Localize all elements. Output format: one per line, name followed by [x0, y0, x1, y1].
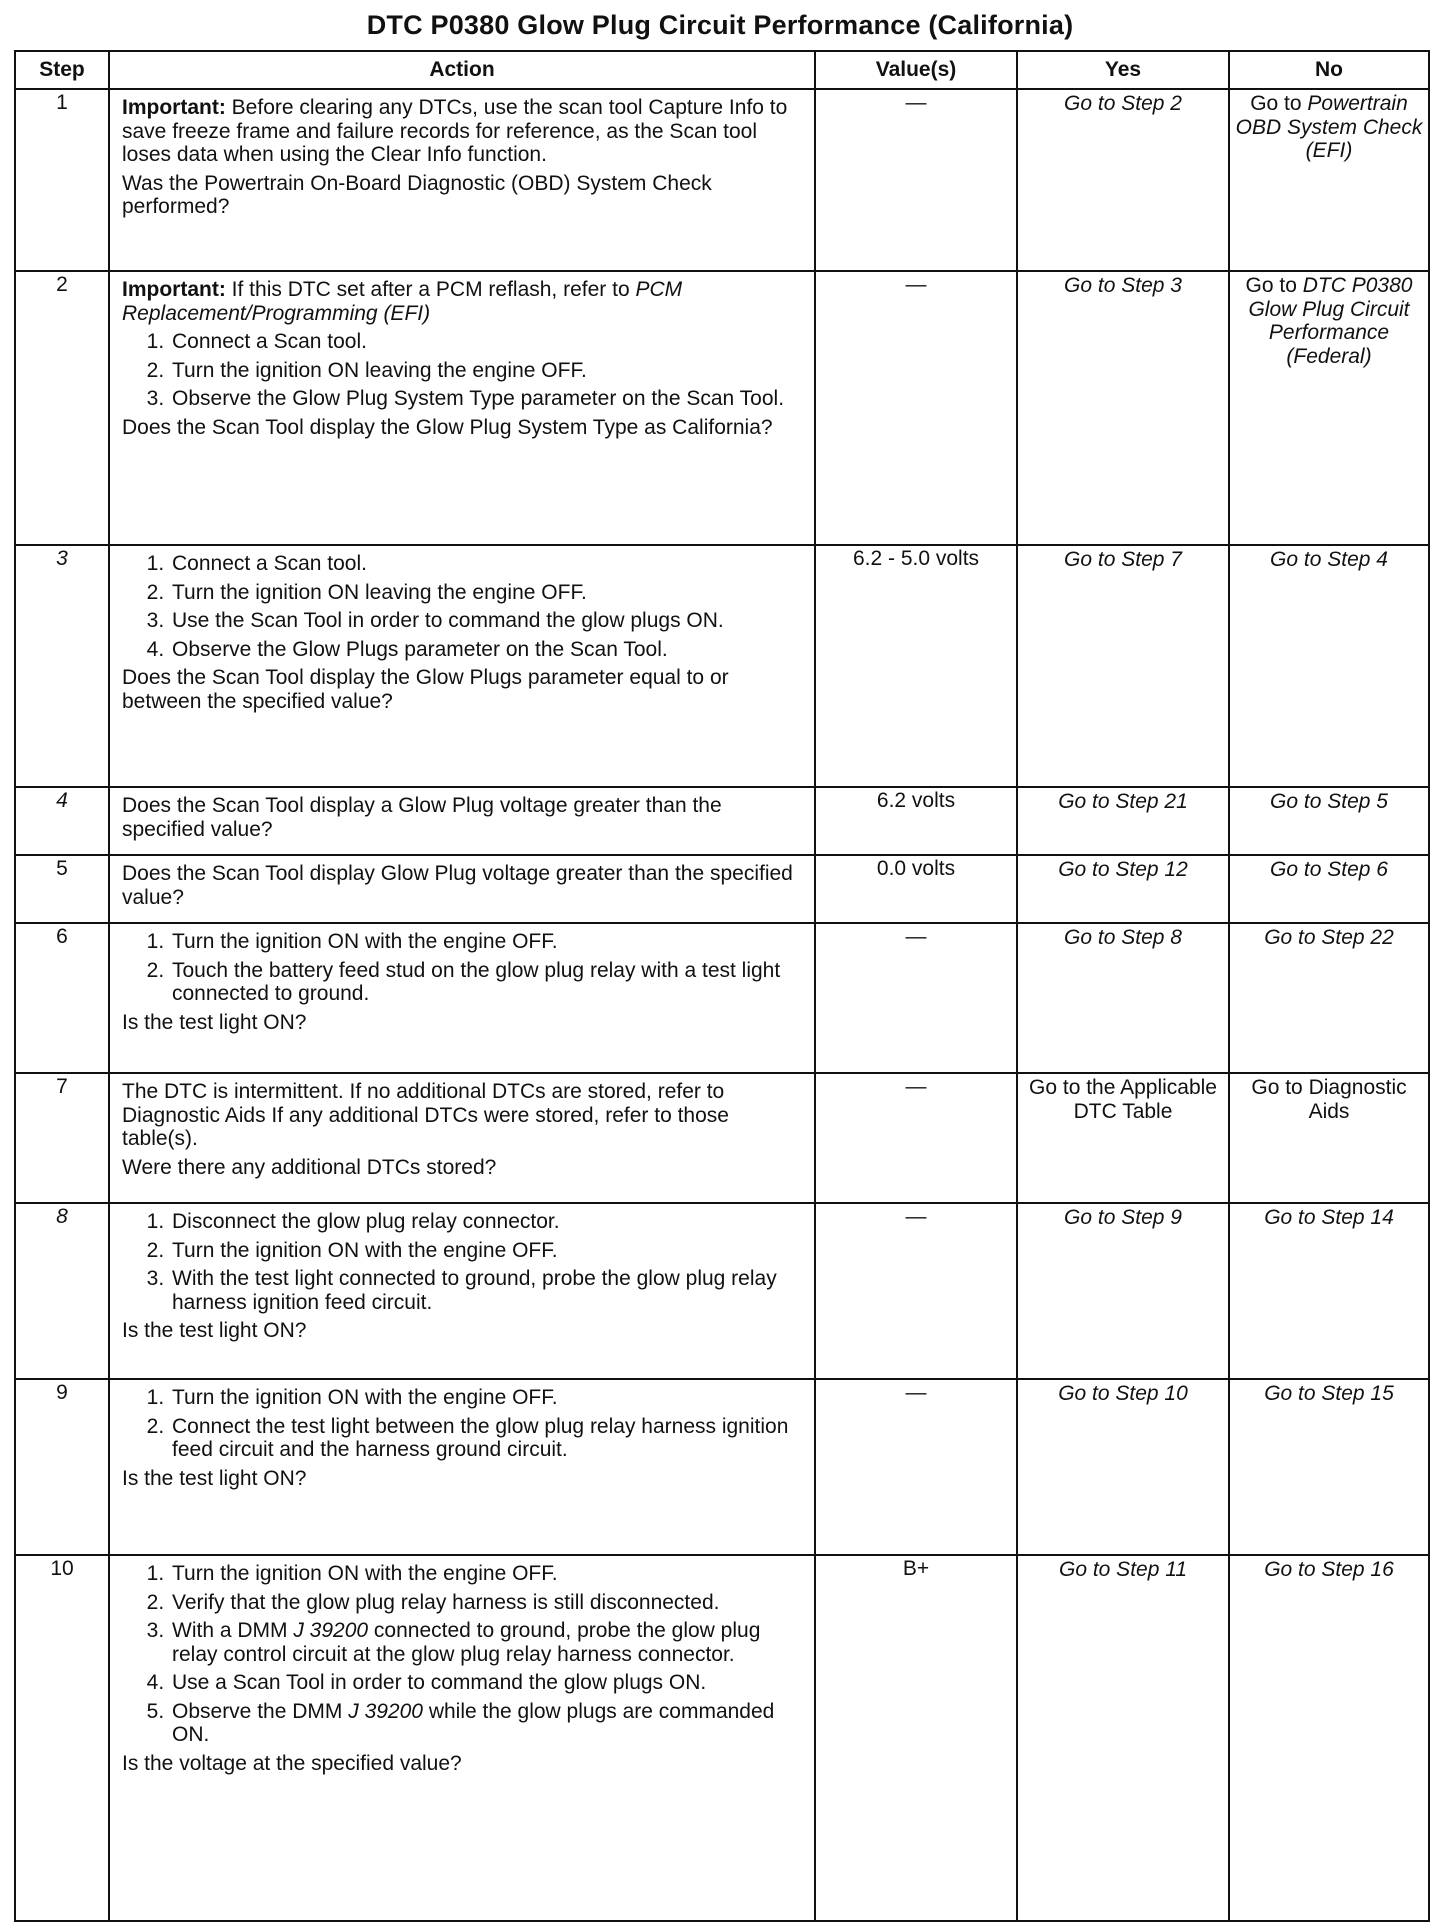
step-number: 2 [15, 271, 109, 545]
item-text: Observe the DMM [172, 1699, 343, 1723]
yes-cell: Go to Step 12 [1017, 855, 1229, 923]
question-text: Does the Scan Tool display a Glow Plug voltage greater than the specified value? [122, 794, 722, 841]
list-item: 1. Turn the ignition ON with the engine OFF. [170, 1386, 804, 1410]
no-line-2: Powertrain OBD System Check (EFI) [1235, 92, 1423, 163]
action-list [122, 552, 804, 661]
action-list [122, 930, 804, 1006]
no-line-1: Go to [1245, 274, 1297, 297]
list-item: 1. Disconnect the glow plug relay connector. [170, 1210, 804, 1234]
important-note [122, 278, 804, 325]
important-text: Before clearing any DTCs, use the scan tool Capture Info to save freeze frame and failure records for reference, as the Scan tool loses data when using the Clear Info function. [122, 96, 788, 167]
question-text: Does the Scan Tool display Glow Plug voltage greater than the specified value? [122, 862, 793, 909]
action-list [122, 1562, 804, 1747]
action-list [122, 330, 804, 411]
question-text: Is the voltage at the specified value? [122, 1751, 462, 1775]
no-cell [1229, 89, 1429, 271]
value-cell: — [815, 271, 1017, 545]
step-number: 6 [15, 923, 109, 1073]
step-number: 10 [15, 1555, 109, 1921]
no-cell: Go to Step 4 [1229, 545, 1429, 787]
item-text: With a DMM [172, 1619, 288, 1643]
action-cell [109, 545, 815, 787]
table-row [15, 855, 1429, 923]
table-row [15, 271, 1429, 545]
table-row [15, 1379, 1429, 1555]
list-item: 2. Turn the ignition ON with the engine OFF. [170, 1239, 804, 1263]
no-line-1: Go to [1250, 92, 1302, 115]
step-number: 5 [15, 855, 109, 923]
question-text: Was the Powertrain On-Board Diagnostic (OBD) System Check performed? [122, 171, 712, 219]
action-list [122, 1210, 804, 1314]
yes-cell: Go to Step 7 [1017, 545, 1229, 787]
question-text: Does the Scan Tool display the Glow Plugs parameter equal to or between the specified value? [122, 666, 729, 713]
action-cell [109, 855, 815, 923]
table-header-row [15, 51, 1429, 89]
action-cell [109, 1073, 815, 1203]
diagnostic-table [14, 50, 1430, 1922]
step-number: 7 [15, 1073, 109, 1203]
table-row [15, 1203, 1429, 1379]
table-row [15, 545, 1429, 787]
page-title: DTC P0380 Glow Plug Circuit Performance (California) [366, 10, 1074, 40]
list-item: 2. Turn the ignition ON leaving the engine OFF. [170, 359, 804, 383]
action-list [122, 1386, 804, 1462]
yes-cell: Go to Step 3 [1017, 271, 1229, 545]
question-text: Is the test light ON? [122, 1319, 307, 1343]
no-cell: Go to Step 15 [1229, 1379, 1429, 1555]
intermittent-text: The DTC is intermittent. If no additional DTCs are stored, refer to Diagnostic Aids If any additional DTCs were stored, refer to those table(s). [122, 1080, 729, 1151]
list-item: 1. Turn the ignition ON with the engine OFF. [170, 930, 804, 954]
list-item: 4. Observe the Glow Plugs parameter on the Scan Tool. [170, 638, 804, 662]
action-cell [109, 787, 815, 855]
list-item: 3. Use the Scan Tool in order to command the glow plugs ON. [170, 609, 804, 633]
list-item [170, 1700, 804, 1747]
list-item: 3. Observe the Glow Plug System Type parameter on the Scan Tool. [170, 387, 804, 411]
no-cell: Go to Step 16 [1229, 1555, 1429, 1921]
header-yes: Yes [1017, 51, 1229, 89]
table-row [15, 1073, 1429, 1203]
step-number: 9 [15, 1379, 109, 1555]
header-no: No [1229, 51, 1429, 89]
value-cell: B+ [815, 1555, 1017, 1921]
tool-reference: J 39200 [293, 1619, 369, 1643]
list-item: 1. Connect a Scan tool. [170, 330, 804, 354]
list-item: 2. Touch the battery feed stud on the glow plug relay with a test light connected to ground. [170, 959, 804, 1006]
list-item: 1. Connect a Scan tool. [170, 552, 804, 576]
important-note [122, 96, 804, 167]
list-item: 2. Verify that the glow plug relay harness is still disconnected. [170, 1591, 804, 1615]
yes-cell: Go to Step 21 [1017, 787, 1229, 855]
step-number: 4 [15, 787, 109, 855]
header-action: Action [109, 51, 815, 89]
no-cell [1229, 271, 1429, 545]
value-cell: — [815, 89, 1017, 271]
list-item [170, 1619, 804, 1666]
yes-cell: Go to the Applicable DTC Table [1017, 1073, 1229, 1203]
question-text: Is the test light ON? [122, 1466, 307, 1490]
value-cell: — [815, 1379, 1017, 1555]
tool-reference: J 39200 [348, 1699, 423, 1723]
action-cell [109, 1555, 815, 1921]
action-cell [109, 271, 815, 545]
yes-cell: Go to Step 11 [1017, 1555, 1229, 1921]
important-text: If this DTC set after a PCM reflash, refer to [231, 278, 630, 301]
table-row [15, 923, 1429, 1073]
important-label: Important: [122, 96, 226, 119]
table-row [15, 1555, 1429, 1921]
no-cell: Go to Step 22 [1229, 923, 1429, 1073]
step-number: 3 [15, 545, 109, 787]
no-cell: Go to Diagnostic Aids [1229, 1073, 1429, 1203]
list-item: 3. With the test light connected to ground, probe the glow plug relay harness ignition feed circuit. [170, 1267, 804, 1314]
important-reference: PCM Replacement/Programming (EFI) [122, 278, 683, 325]
value-cell: 6.2 - 5.0 volts [815, 545, 1017, 787]
value-cell: — [815, 1203, 1017, 1379]
question-text: Is the test light ON? [122, 1010, 307, 1034]
item-text: connected to ground, probe the glow plug relay control circuit at the glow plug relay harness connector. [172, 1619, 761, 1666]
yes-cell: Go to Step 10 [1017, 1379, 1229, 1555]
list-item: 2. Connect the test light between the glow plug relay harness ignition feed circuit and the harness ground circuit. [170, 1415, 804, 1462]
question-text: Were there any additional DTCs stored? [122, 1155, 497, 1179]
value-cell: — [815, 923, 1017, 1073]
action-cell [109, 89, 815, 271]
step-number: 1 [15, 89, 109, 271]
table-row [15, 89, 1429, 271]
action-cell [109, 1379, 815, 1555]
value-cell: 0.0 volts [815, 855, 1017, 923]
action-cell [109, 1203, 815, 1379]
list-item: 1. Turn the ignition ON with the engine OFF. [170, 1562, 804, 1586]
no-cell: Go to Step 6 [1229, 855, 1429, 923]
list-item: 2. Turn the ignition ON leaving the engine OFF. [170, 581, 804, 605]
yes-cell: Go to Step 2 [1017, 89, 1229, 271]
yes-cell: Go to Step 8 [1017, 923, 1229, 1073]
no-cell: Go to Step 5 [1229, 787, 1429, 855]
action-cell [109, 923, 815, 1073]
no-line-2: DTC P0380 Glow Plug Circuit Performance (Federal) [1248, 274, 1413, 368]
table-row [15, 787, 1429, 855]
header-values: Value(s) [815, 51, 1017, 89]
value-cell: — [815, 1073, 1017, 1203]
question-text: Does the Scan Tool display the Glow Plug System Type as California? [122, 415, 773, 439]
list-item: 4. Use a Scan Tool in order to command the glow plugs ON. [170, 1671, 804, 1695]
yes-cell: Go to Step 9 [1017, 1203, 1229, 1379]
step-number: 8 [15, 1203, 109, 1379]
header-step: Step [15, 51, 109, 89]
important-label: Important: [122, 278, 226, 301]
no-cell: Go to Step 14 [1229, 1203, 1429, 1379]
item-text: while the glow plugs are commanded ON. [172, 1699, 775, 1747]
value-cell: 6.2 volts [815, 787, 1017, 855]
